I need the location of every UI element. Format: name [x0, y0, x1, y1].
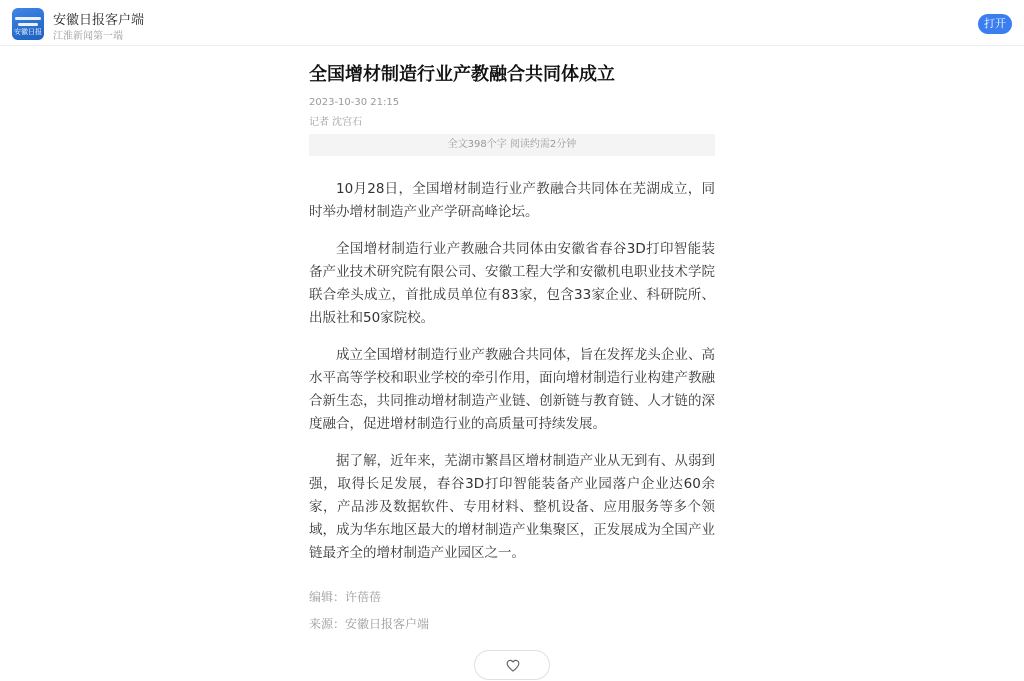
heart-icon	[506, 659, 520, 672]
like-button[interactable]	[474, 650, 550, 680]
article	[309, 62, 715, 579]
article-editor: 编辑：许蓓蓓	[309, 590, 382, 604]
article-title: 全国增材制造行业产教融合共同体成立	[309, 64, 615, 85]
article-body	[309, 178, 715, 565]
reading-time-info: 全文398个字 阅读约需2分钟	[309, 134, 715, 156]
article-paragraph: 成立全国增材制造行业产教融合共同体，旨在发挥龙头企业、高水平高等学校和职业学校的牵引作用，面向增材制造行业构建产教融合新生态，共同推动增材制造产业链、创新链与教育链、人才链的深度融合，促进增材制造行业的高质量可持续发展。	[309, 347, 715, 432]
app-slogan: 江淮新闻第一端	[53, 31, 123, 42]
article-date: 2023-10-30 21:15	[309, 97, 400, 108]
article-paragraph: 10月28日，全国增材制造行业产教融合共同体在芜湖成立，同时举办增材制造产业产学研高峰论坛。	[309, 181, 715, 220]
article-source: 来源：安徽日报客户端	[309, 617, 430, 631]
article-paragraph: 据了解，近年来，芜湖市繁昌区增材制造产业从无到有、从弱到强，取得长足发展，春谷3D打印智能装备产业园落户企业达60余家，产品涉及数据软件、专用材料、整机设备、应用服务等多个领域，成为华东地区最大的增材制造产业集聚区，正发展成为全国产业链最齐全的增材制造产业园区之一。	[309, 453, 715, 561]
anhui-daily-logo: 安徽日报	[12, 8, 44, 40]
app-name: 安徽日报客户端	[53, 13, 145, 28]
article-author: 记者 沈宫石	[309, 117, 363, 128]
app-download-bar	[0, 0, 1024, 46]
article-paragraph: 全国增材制造行业产教融合共同体由安徽省春谷3D打印智能装备产业技术研究院有限公司、安徽工程大学和安徽机电职业技术学院联合牵头成立，首批成员单位有83家，包含33家企业、科研院所、出版社和50家院校。	[309, 241, 715, 326]
open-app-button[interactable]: 打开	[978, 14, 1012, 34]
